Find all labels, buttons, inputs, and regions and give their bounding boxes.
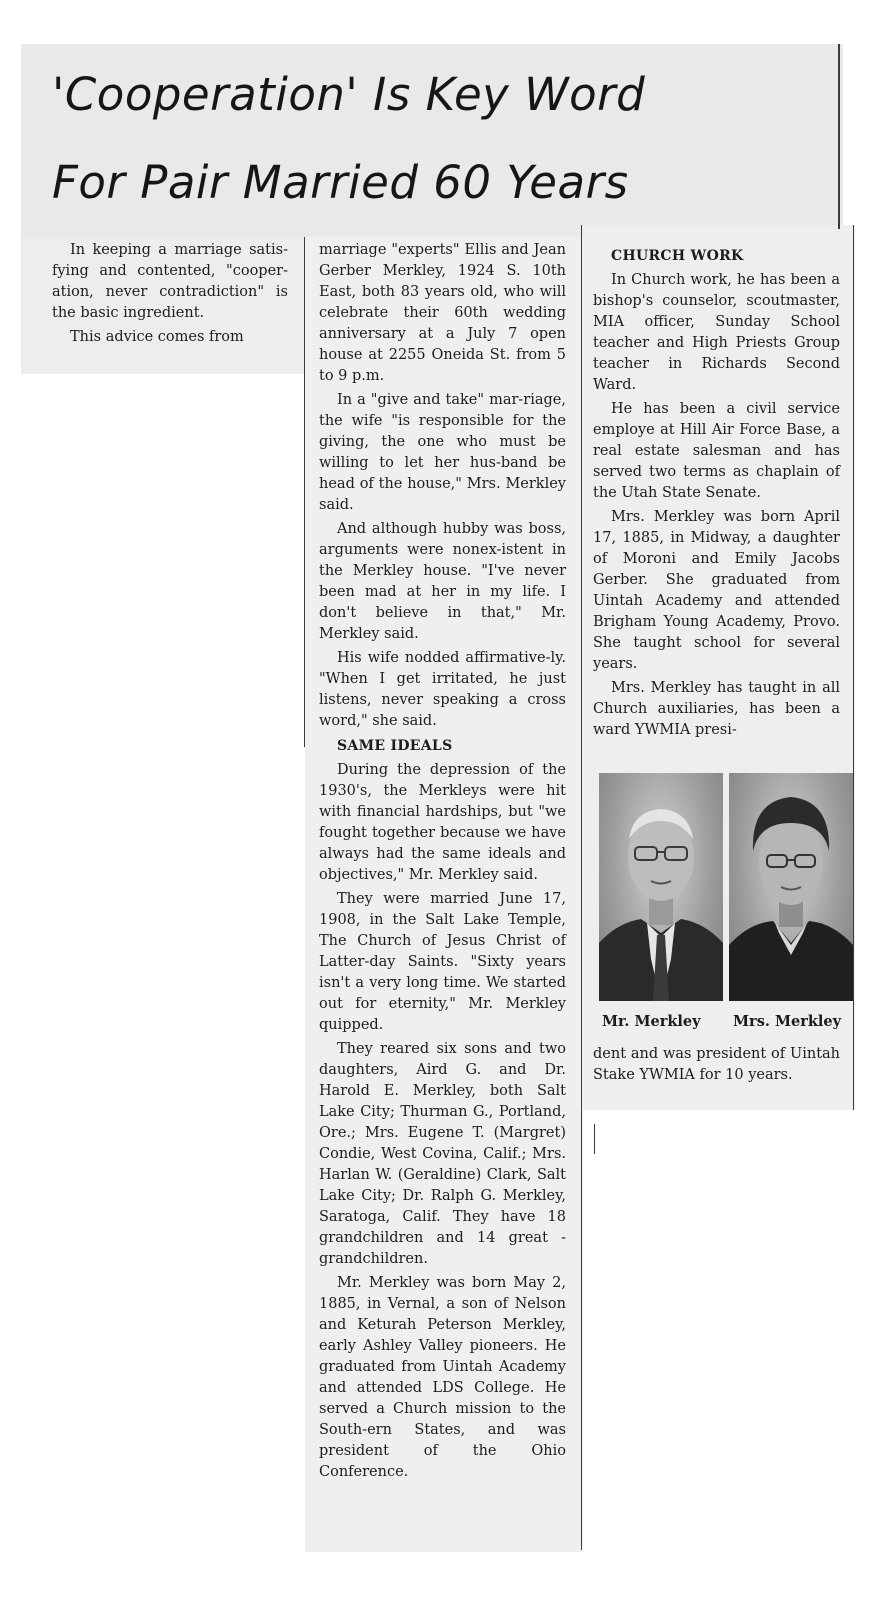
subhead-church-work: CHURCH WORK (611, 248, 744, 264)
headline-edge-rule (838, 44, 840, 229)
clipping-edge-rule (853, 225, 854, 1110)
article-column-3 (593, 242, 840, 744)
paragraph: During the depression of the 1930's, the Merkleys were hit with financial hardships, but "we fought together because we have always had the same ideals and objectives," Mr. Merkley said. (319, 762, 566, 883)
headline-line-2: For Pair Married 60 Years (52, 156, 629, 209)
paragraph: They reared six sons and two daughters, Aird G. and Dr. Harold E. Merkley, both Salt Lake City; Thurman G., Portland, Ore.; Mrs. Eugene T. (Margret) Condie, West Covina, Calif.; Mrs. Harlan W. (Geraldine) Clark, Salt Lake City; Dr. Ralph G. Merkley, Saratoga, Calif. They have 18 grandchildren and 14 great - grandchildren. (319, 1041, 566, 1267)
paragraph: In Church work, he has been a bishop's counselor, scoutmaster, MIA officer, Sunday School teacher and High Priests Group teacher in Richards Second Ward. (593, 272, 840, 393)
column-rule-left (304, 237, 305, 747)
photo-mrs-merkley (729, 773, 853, 1001)
paragraph: In a "give and take" mar-riage, the wife "is responsible for the giving, the one who must be willing to let her hus-band be head of the house," Mrs. Merkley said. (319, 392, 566, 513)
article-column-3-continued (593, 1044, 840, 1089)
paragraph: marriage "experts" Ellis and Jean Gerber Merkley, 1924 S. 10th East, both 83 years old, who will celebrate their 60th wedding anniversary at a July 7 open house at 2255 Oneida St. from 5 to 9 p.m. (319, 242, 566, 384)
article-column-1 (52, 240, 288, 351)
paragraph: His wife nodded affirmative-ly. "When I get irritated, he just listens, never speaking a cross word," she said. (319, 650, 566, 729)
paragraph: They were married June 17, 1908, in the Salt Lake Temple, The Church of Jesus Christ of Latter-day Saints. "Sixty years isn't a very long time. We started out for eternity," Mr. Merkley quipped. (319, 891, 566, 1033)
paragraph: Mrs. Merkley has taught in all Church auxiliaries, has been a ward YWMIA presi- (593, 680, 840, 738)
paragraph: dent and was president of Uintah Stake YWMIA for 10 years. (593, 1046, 840, 1083)
article-column-2 (319, 240, 566, 1486)
column-end-mark (594, 1124, 595, 1154)
paragraph: In keeping a marriage satis-fying and contented, "cooper-ation, never contradiction" is the basic ingredient. (52, 242, 288, 321)
column-rule-right (581, 225, 582, 1550)
photo-mr-merkley (599, 773, 723, 1001)
paragraph: Mr. Merkley was born May 2, 1885, in Vernal, a son of Nelson and Keturah Peterson Merkley, early Ashley Valley pioneers. He graduated from Uintah Academy and attended LDS College. He served a Church mission to the South-ern States, and was president of the Ohio Conference. (319, 1275, 566, 1480)
paragraph: Mrs. Merkley was born April 17, 1885, in Midway, a daughter of Moroni and Emily Jacobs Gerber. She graduated from Uintah Academy and attended Brigham Young Academy, Provo. She taught school for several years. (593, 509, 840, 672)
portrait-man-figure (599, 773, 723, 1001)
paragraph: And although hubby was boss, arguments were nonex-istent in the Merkley house. "I've never been mad at her in my life. I don't believe in that," Mr. Merkley said. (319, 521, 566, 642)
paragraph: He has been a civil service employe at Hill Air Force Base, a real estate salesman and has served two terms as chaplain of the Utah State Senate. (593, 401, 840, 501)
paragraph: This advice comes from (70, 329, 244, 345)
caption-mr-merkley: Mr. Merkley (602, 1013, 701, 1030)
caption-mrs-merkley: Mrs. Merkley (733, 1013, 842, 1030)
portrait-woman-figure (729, 773, 853, 1001)
subhead-same-ideals: SAME IDEALS (337, 738, 453, 754)
headline-line-1: 'Cooperation' Is Key Word (52, 68, 646, 121)
